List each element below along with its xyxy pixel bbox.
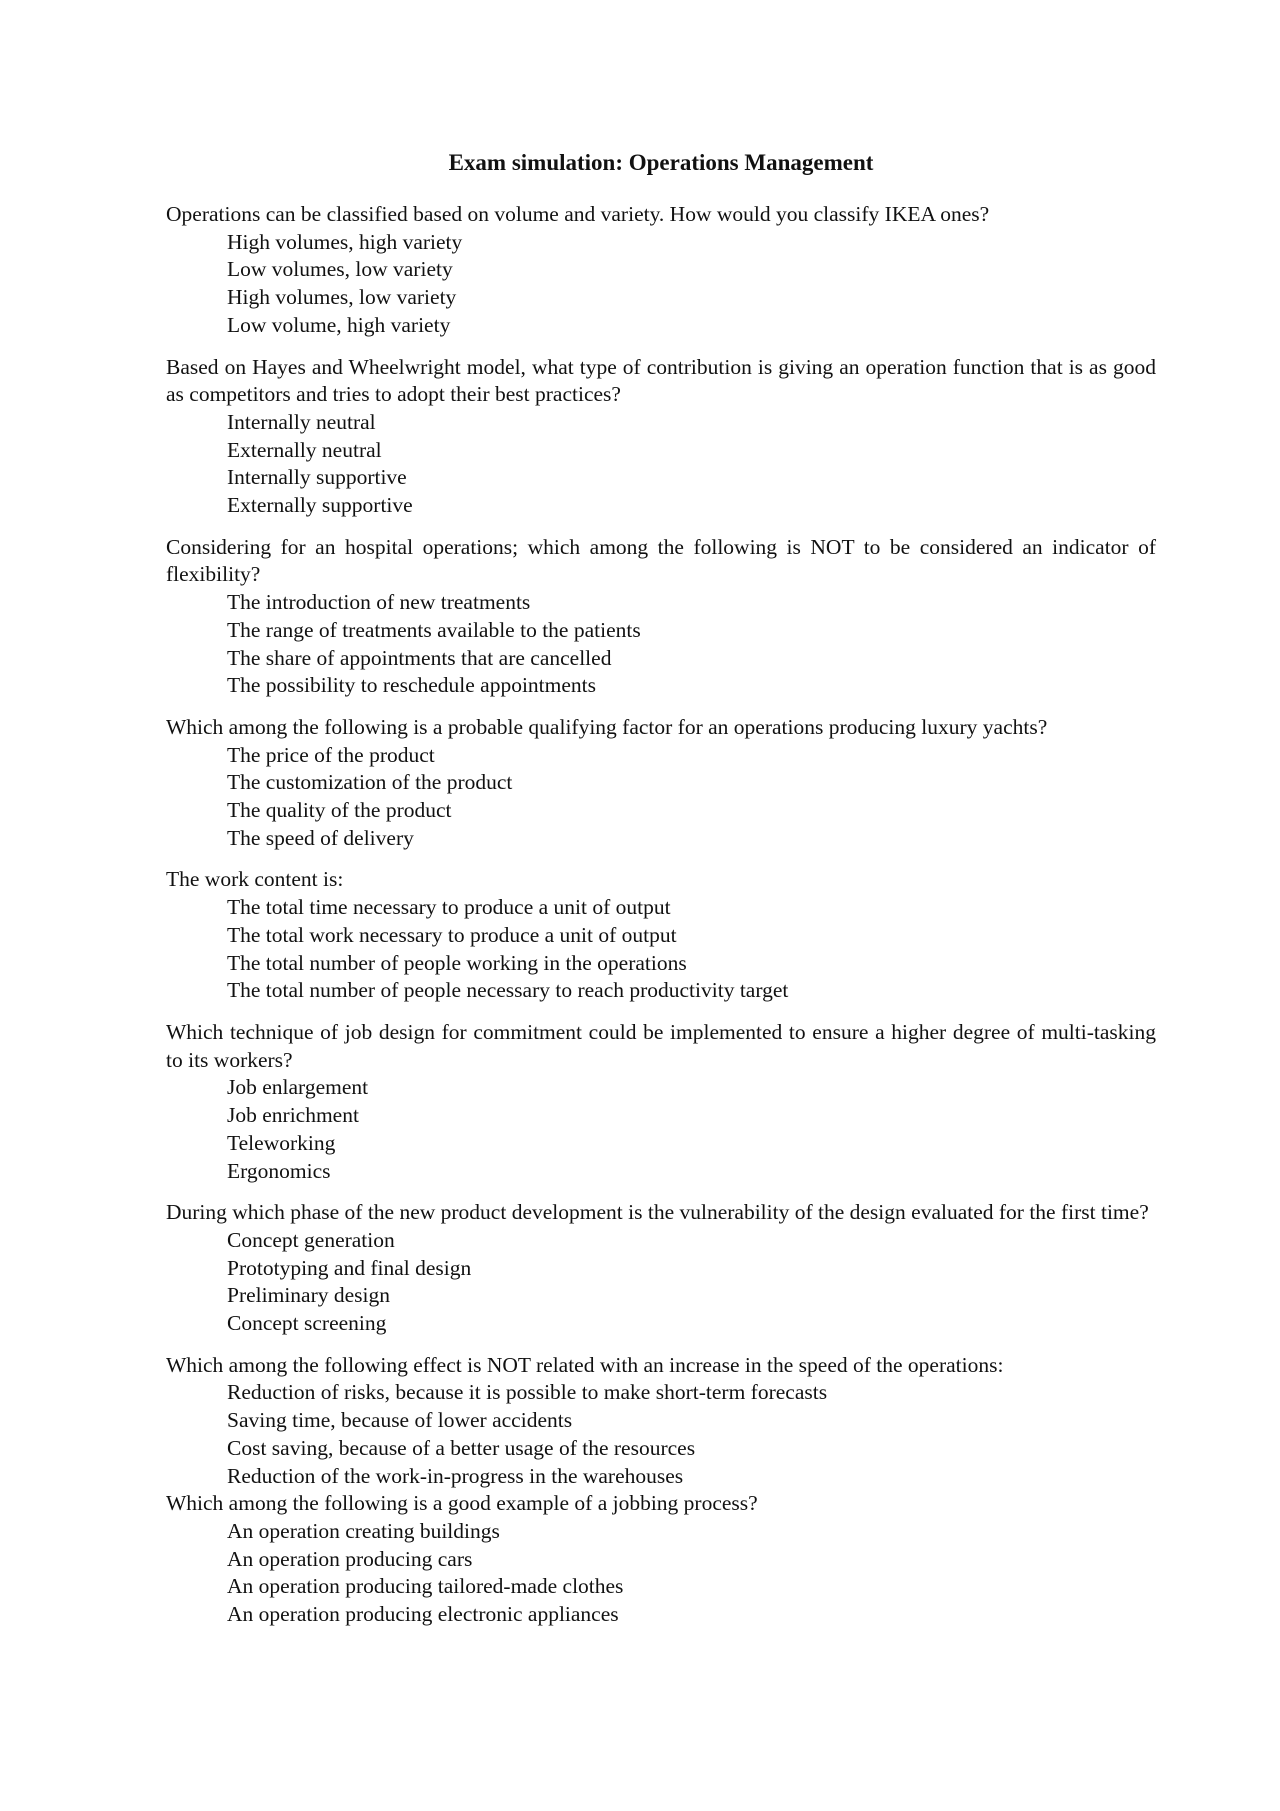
answer-option: An operation producing tailored-made clothes — [227, 1574, 624, 1599]
answer-option: The total time necessary to produce a unit of output — [227, 895, 671, 920]
question-2 — [166, 354, 1156, 520]
answer-option: The share of appointments that are cancelled — [227, 645, 612, 670]
answer-option: Job enlargement — [227, 1075, 369, 1100]
answer-option: The range of treatments available to the patients — [227, 617, 641, 642]
answer-option: The possibility to reschedule appointments — [227, 673, 597, 698]
answer-option: The quality of the product — [227, 798, 452, 823]
answer-options — [166, 1227, 1156, 1338]
question-1 — [166, 201, 1156, 340]
document-page — [166, 148, 1156, 1643]
answer-option: The customization of the product — [227, 770, 513, 795]
answer-option: The speed of delivery — [227, 825, 414, 850]
answer-option: An operation producing electronic appliances — [227, 1602, 619, 1627]
answer-option: The total number of people working in the operations — [227, 950, 687, 975]
answer-option: Externally supportive — [227, 493, 413, 518]
answer-option: Reduction of risks, because it is possible to make short-term forecasts — [227, 1380, 828, 1405]
answer-option: Ergonomics — [227, 1158, 331, 1183]
answer-option: Concept generation — [227, 1227, 395, 1252]
question-text: Based on Hayes and Wheelwright model, what type of contribution is giving an operation function that is as good as competitors and tries to adopt their best practices? — [166, 354, 1156, 407]
answer-option: The introduction of new treatments — [227, 590, 531, 615]
answer-options — [166, 1074, 1156, 1185]
answer-option: Internally supportive — [227, 465, 407, 490]
answer-option: Saving time, because of lower accidents — [227, 1408, 573, 1433]
question-text: The work content is: — [166, 867, 344, 892]
answer-option: Low volume, high variety — [227, 312, 451, 337]
question-text: Which among the following effect is NOT related with an increase in the speed of the operations: — [166, 1352, 1004, 1377]
answer-option: Concept screening — [227, 1311, 387, 1336]
answer-option: Reduction of the work-in-progress in the warehouses — [227, 1463, 684, 1488]
question-text: Which technique of job design for commitment could be implemented to ensure a higher degree of multi-tasking to its workers? — [166, 1019, 1156, 1072]
document-title: Exam simulation: Operations Management — [448, 150, 874, 175]
answer-option: Cost saving, because of a better usage of the resources — [227, 1435, 696, 1460]
answer-option: Teleworking — [227, 1130, 336, 1155]
answer-option: Internally neutral — [227, 409, 376, 434]
answer-options — [166, 589, 1156, 700]
question-9 — [166, 1490, 1156, 1629]
answer-options — [166, 742, 1156, 853]
answer-options — [166, 894, 1156, 1005]
answer-option: The price of the product — [227, 742, 435, 767]
question-8 — [166, 1352, 1156, 1491]
answer-options — [166, 1379, 1156, 1490]
question-text: Operations can be classified based on volume and variety. How would you classify IKEA ones? — [166, 202, 990, 226]
answer-option: The total work necessary to produce a unit of output — [227, 922, 677, 947]
answer-option: The total number of people necessary to reach productivity target — [227, 978, 789, 1003]
answer-option: High volumes, high variety — [227, 229, 463, 254]
answer-option: Externally neutral — [227, 437, 382, 462]
answer-option: Job enrichment — [227, 1103, 359, 1128]
question-text: Which among the following is a good example of a jobbing process? — [166, 1491, 758, 1516]
question-text: During which phase of the new product development is the vulnerability of the design evaluated for the first time? — [166, 1200, 1149, 1225]
answer-option: An operation producing cars — [227, 1546, 473, 1571]
question-4 — [166, 714, 1156, 853]
question-text: Which among the following is a probable qualifying factor for an operations producing luxury yachts? — [166, 714, 1048, 739]
question-6 — [166, 1019, 1156, 1185]
answer-option: Low volumes, low variety — [227, 257, 453, 282]
answer-options — [166, 229, 1156, 340]
answer-option: High volumes, low variety — [227, 285, 457, 310]
answer-option: Preliminary design — [227, 1283, 391, 1308]
answer-options — [166, 1518, 1156, 1629]
question-5 — [166, 866, 1156, 1005]
question-7 — [166, 1199, 1156, 1338]
answer-option: An operation creating buildings — [227, 1518, 500, 1543]
question-text: Considering for an hospital operations; which among the following is NOT to be considered an indicator of flexibility? — [166, 534, 1156, 587]
question-3 — [166, 534, 1156, 700]
answer-option: Prototyping and final design — [227, 1255, 472, 1280]
answer-options — [166, 409, 1156, 520]
